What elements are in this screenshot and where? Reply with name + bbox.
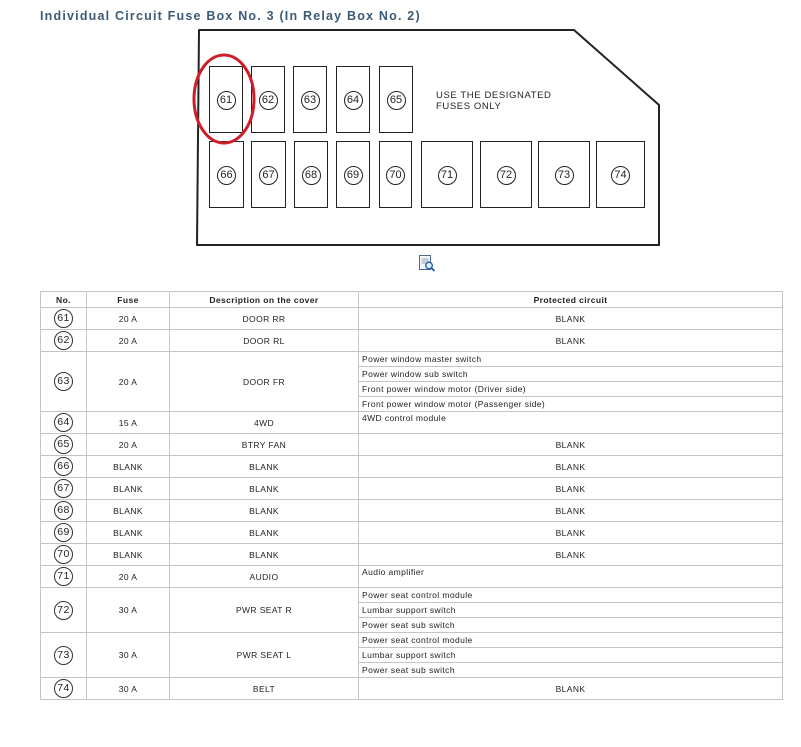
cell-fuse: 20 A: [87, 308, 170, 330]
fuse-61: [209, 66, 243, 133]
cell-description: AUDIO: [170, 566, 359, 588]
cell-protected-circuit: Power seat control module: [359, 588, 783, 603]
fuse-number-badge: 64: [54, 413, 73, 432]
cell-no: [41, 522, 87, 544]
cell-fuse: BLANK: [87, 522, 170, 544]
table-row: [41, 566, 783, 588]
cell-protected-circuit: BLANK: [359, 308, 783, 330]
fuse-number-badge: 63: [54, 372, 73, 391]
cell-protected-circuit: 4WD control module: [359, 412, 783, 434]
cell-no: [41, 434, 87, 456]
cell-description: BLANK: [170, 500, 359, 522]
fuse-number-badge: 69: [54, 523, 73, 542]
cell-fuse: BLANK: [87, 500, 170, 522]
cell-protected-circuit: BLANK: [359, 544, 783, 566]
fuse-number-label: 70: [386, 166, 405, 185]
cell-fuse: 20 A: [87, 352, 170, 412]
cell-protected-circuit: Power window master switch: [359, 352, 783, 367]
cell-description: DOOR RR: [170, 308, 359, 330]
cell-no: [41, 456, 87, 478]
cell-no: [41, 330, 87, 352]
fuse-71: [421, 141, 473, 208]
fuse-number-badge: 66: [54, 457, 73, 476]
fuse-number-label: 69: [344, 166, 363, 185]
cell-description: BELT: [170, 678, 359, 700]
table-row: [41, 478, 783, 500]
fuse-number-badge: 68: [54, 501, 73, 520]
cell-protected-circuit: Lumbar support switch: [359, 648, 783, 663]
fuse-62: [251, 66, 285, 133]
cell-protected-circuit: BLANK: [359, 456, 783, 478]
cell-description: BLANK: [170, 544, 359, 566]
cell-protected-circuit: BLANK: [359, 678, 783, 700]
cell-description: BLANK: [170, 522, 359, 544]
cell-protected-circuit: Lumbar support switch: [359, 603, 783, 618]
cell-no: [41, 352, 87, 412]
fuse-number-badge: 71: [54, 567, 73, 586]
fuse-box-outline: [0, 0, 801, 280]
cell-protected-circuit: Front power window motor (Driver side): [359, 382, 783, 397]
cell-fuse: 20 A: [87, 434, 170, 456]
cell-fuse: 20 A: [87, 330, 170, 352]
table-header-row: [41, 292, 783, 308]
cell-fuse: BLANK: [87, 478, 170, 500]
cell-protected-circuit: BLANK: [359, 478, 783, 500]
cell-description: PWR SEAT L: [170, 633, 359, 678]
header-protected-circuit: Protected circuit: [359, 292, 783, 308]
cell-protected-circuit: Power window sub switch: [359, 367, 783, 382]
fuse-number-label: 72: [497, 166, 516, 185]
table-row: [41, 544, 783, 566]
fuse-number-badge: 61: [54, 309, 73, 328]
cell-no: [41, 500, 87, 522]
cell-no: [41, 678, 87, 700]
cell-description: PWR SEAT R: [170, 588, 359, 633]
cell-protected-circuit: BLANK: [359, 434, 783, 456]
cell-no: [41, 633, 87, 678]
fuse-note-line2: FUSES ONLY: [436, 101, 502, 112]
fuse-number-label: 73: [555, 166, 574, 185]
cell-description: 4WD: [170, 412, 359, 434]
table-row: [41, 308, 783, 330]
fuse-70: [379, 141, 412, 208]
fuse-number-label: 68: [302, 166, 321, 185]
fuse-69: [336, 141, 370, 208]
cell-fuse: BLANK: [87, 456, 170, 478]
cell-no: [41, 566, 87, 588]
cell-description: BLANK: [170, 456, 359, 478]
cell-protected-circuit: Audio amplifier: [359, 566, 783, 588]
fuse-number-label: 66: [217, 166, 236, 185]
fuse-box-diagram: [0, 0, 801, 280]
fuse-number-label: 71: [438, 166, 457, 185]
fuse-63: [293, 66, 327, 133]
page-title: Individual Circuit Fuse Box No. 3 (In Relay Box No. 2): [40, 9, 421, 23]
cell-fuse: 20 A: [87, 566, 170, 588]
cell-no: [41, 308, 87, 330]
cell-no: [41, 412, 87, 434]
fuse-note-line1: USE THE DESIGNATED: [436, 90, 552, 101]
cell-description: DOOR RL: [170, 330, 359, 352]
cell-fuse: 15 A: [87, 412, 170, 434]
fuse-73: [538, 141, 590, 208]
cell-description: BLANK: [170, 478, 359, 500]
header-no: No.: [41, 292, 87, 308]
fuse-66: [209, 141, 244, 208]
fuse-number-label: 74: [611, 166, 630, 185]
table-row: [41, 330, 783, 352]
table-row: [41, 522, 783, 544]
table-row: [41, 412, 783, 434]
fuse-number-badge: 67: [54, 479, 73, 498]
cell-fuse: 30 A: [87, 588, 170, 633]
cell-protected-circuit: BLANK: [359, 500, 783, 522]
cell-no: [41, 478, 87, 500]
cell-fuse: BLANK: [87, 544, 170, 566]
cell-no: [41, 544, 87, 566]
fuse-72: [480, 141, 532, 208]
fuse-67: [251, 141, 286, 208]
fuse-number-badge: 62: [54, 331, 73, 350]
fuse-number-badge: 74: [54, 679, 73, 698]
cell-description: DOOR FR: [170, 352, 359, 412]
header-description: Description on the cover: [170, 292, 359, 308]
fuse-74: [596, 141, 645, 208]
zoom-document-icon[interactable]: [418, 254, 436, 272]
cell-protected-circuit: BLANK: [359, 330, 783, 352]
fuse-64: [336, 66, 370, 133]
fuse-number-label: 61: [217, 91, 236, 110]
table-row: [41, 434, 783, 456]
cell-protected-circuit: Power seat control module: [359, 633, 783, 648]
table-row: [41, 456, 783, 478]
header-fuse: Fuse: [87, 292, 170, 308]
fuse-note: [436, 90, 552, 112]
table-row: [41, 633, 783, 648]
table-row: [41, 588, 783, 603]
fuse-number-badge: 70: [54, 545, 73, 564]
table-row: [41, 500, 783, 522]
fuse-number-label: 64: [344, 91, 363, 110]
cell-no: [41, 588, 87, 633]
table-row: [41, 678, 783, 700]
cell-description: BTRY FAN: [170, 434, 359, 456]
fuse-number-badge: 65: [54, 435, 73, 454]
cell-protected-circuit: Front power window motor (Passenger side): [359, 397, 783, 412]
cell-fuse: 30 A: [87, 678, 170, 700]
fuse-number-label: 62: [259, 91, 278, 110]
fuse-68: [294, 141, 328, 208]
cell-protected-circuit: Power seat sub switch: [359, 618, 783, 633]
table-row: [41, 352, 783, 367]
fuse-65: [379, 66, 413, 133]
fuse-number-label: 65: [387, 91, 406, 110]
fuse-table: [40, 291, 783, 700]
fuse-number-label: 67: [259, 166, 278, 185]
fuse-number-badge: 72: [54, 601, 73, 620]
cell-protected-circuit: Power seat sub switch: [359, 663, 783, 678]
cell-protected-circuit: BLANK: [359, 522, 783, 544]
fuse-number-label: 63: [301, 91, 320, 110]
cell-fuse: 30 A: [87, 633, 170, 678]
fuse-number-badge: 73: [54, 646, 73, 665]
